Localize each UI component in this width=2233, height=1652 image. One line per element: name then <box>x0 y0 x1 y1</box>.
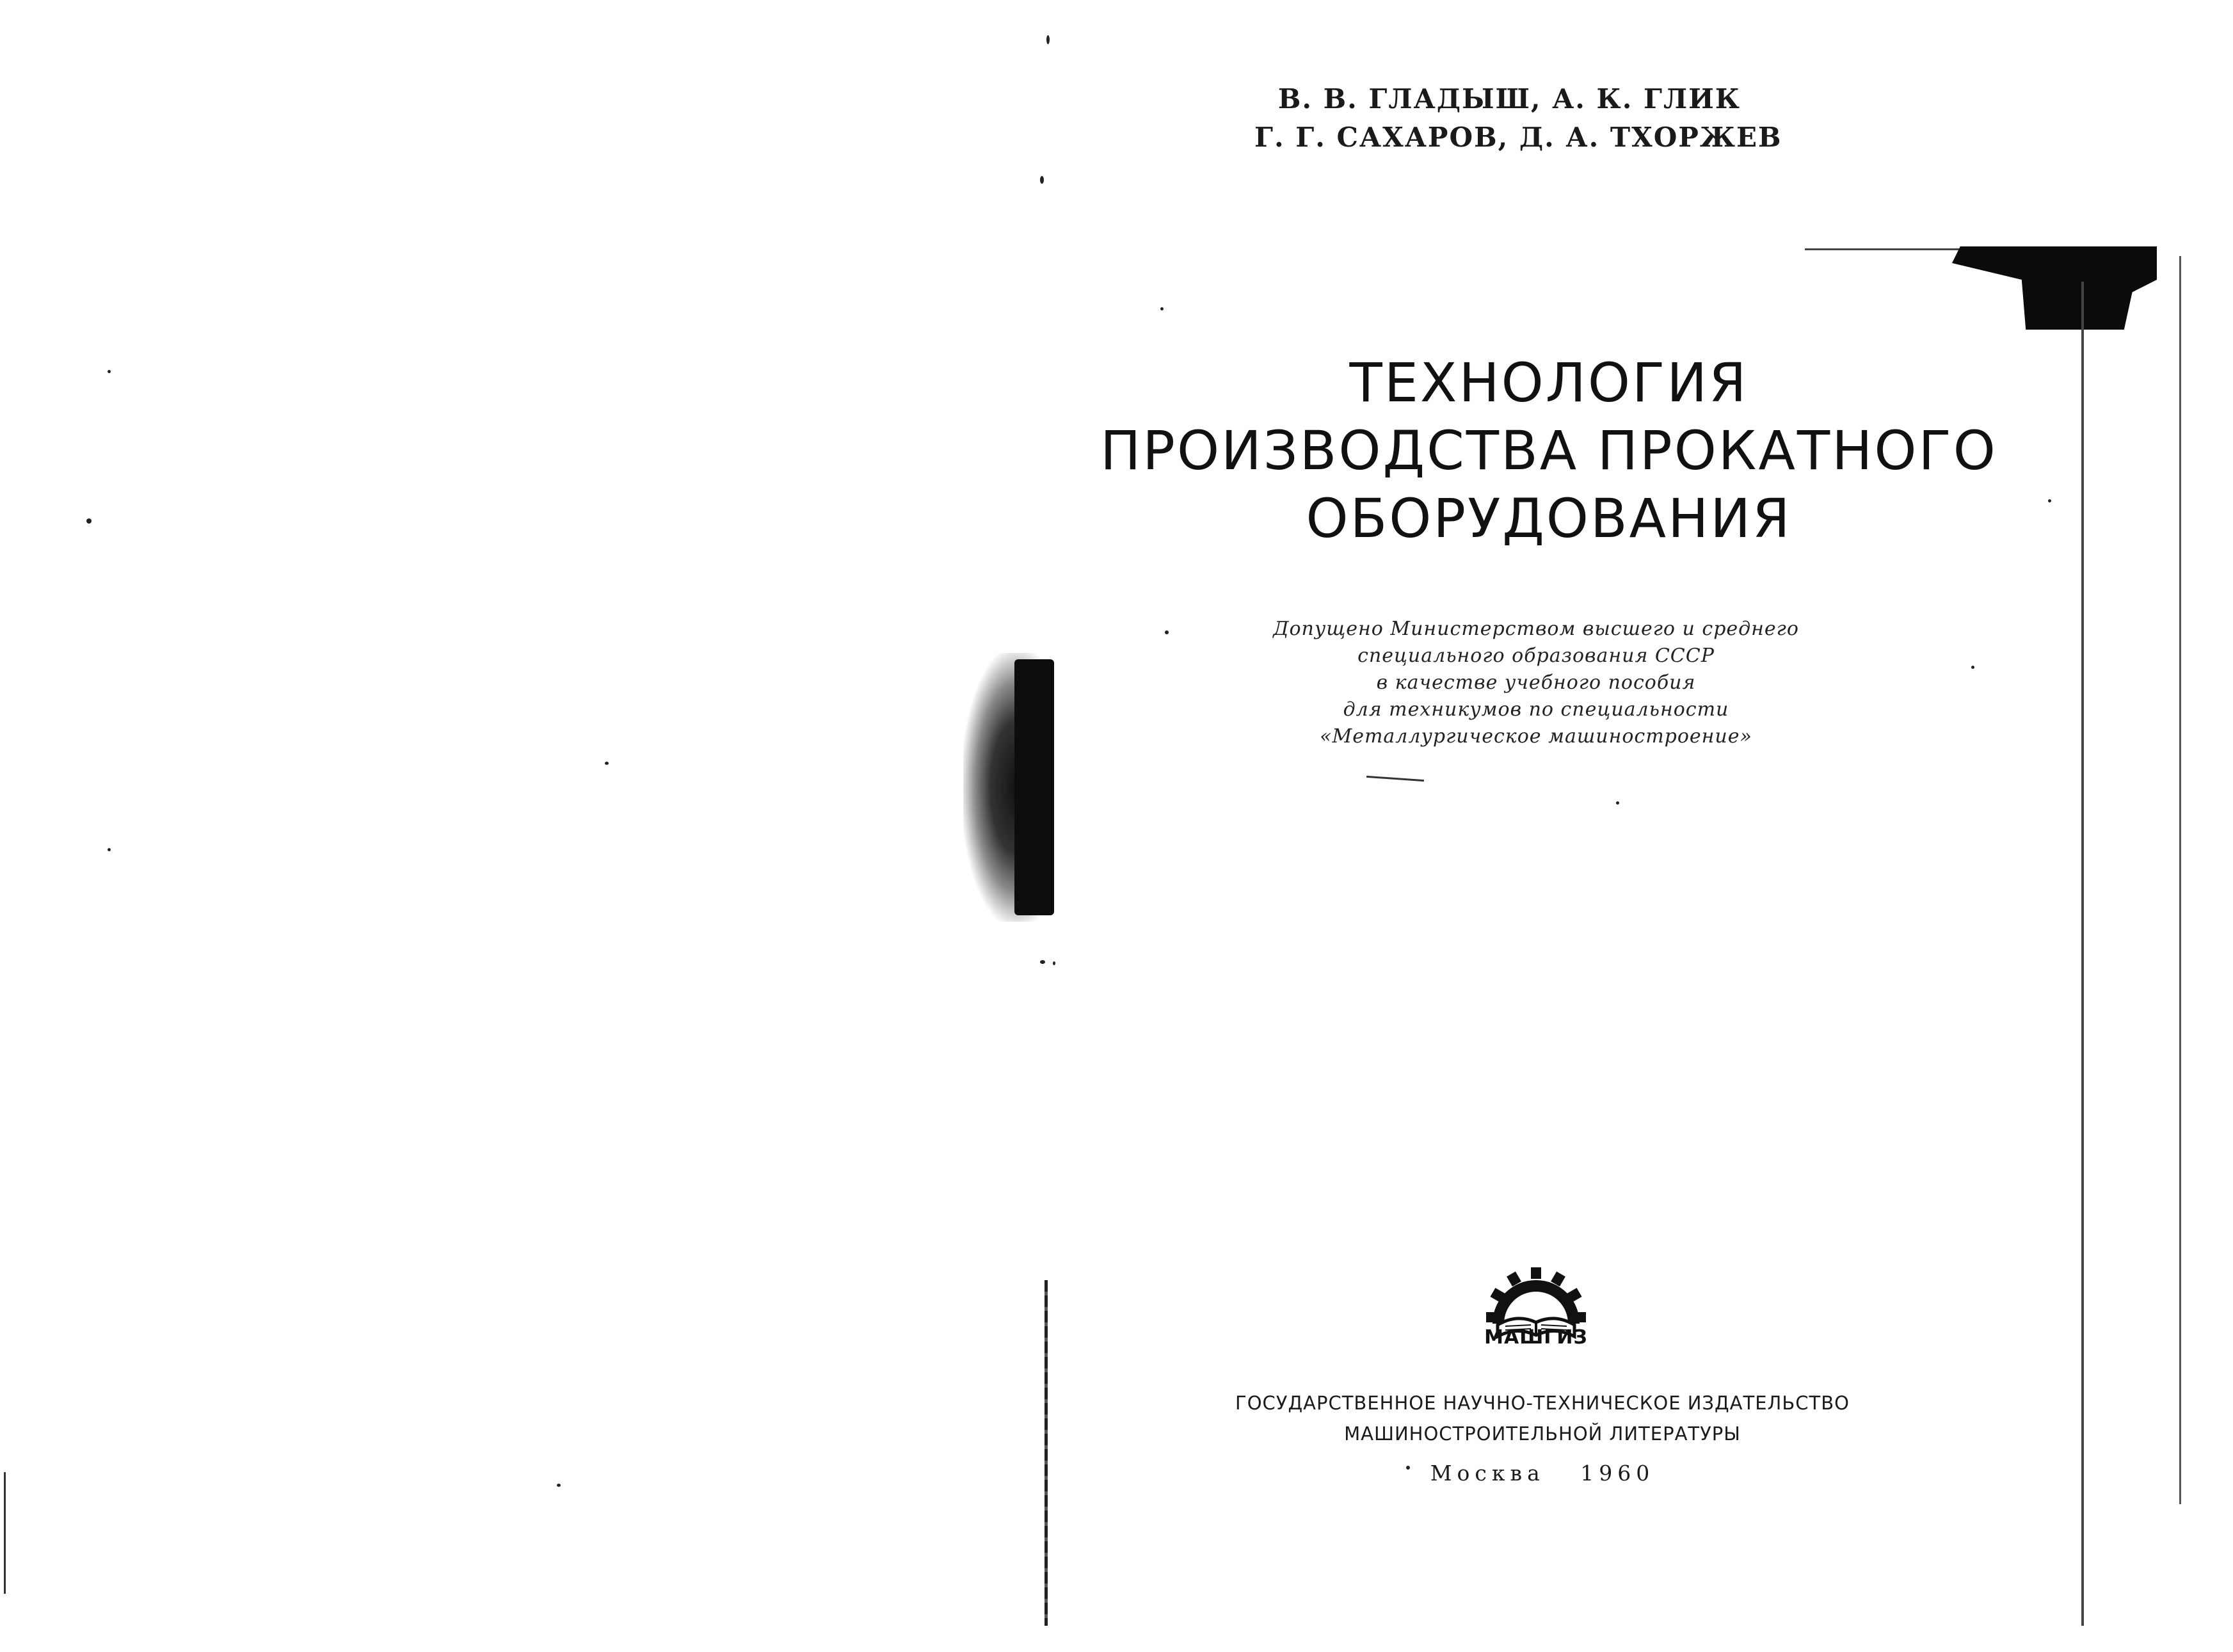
gutter-bar <box>1014 659 1054 915</box>
speck <box>557 1484 561 1487</box>
approval-note <box>1254 616 1818 750</box>
approval-line-3: в качестве учебного пособия <box>1376 671 1696 694</box>
scan-corner-blot <box>1952 246 2157 330</box>
speck <box>86 518 92 524</box>
imprint-city: Москва <box>1430 1461 1545 1486</box>
page-edge-line <box>4 1472 6 1594</box>
speck <box>605 762 609 765</box>
publisher-logo-text: МАШГИЗ <box>1484 1326 1588 1349</box>
blank-left-page <box>0 0 1050 1652</box>
speck <box>1165 630 1169 634</box>
authors-line-1: В. В. ГЛАДЫШ, А. К. ГЛИК <box>1277 83 1741 115</box>
decorative-underline <box>1366 776 1424 782</box>
authors-line-2: Г. Г. САХАРОВ, Д. А. ТХОРЖЕВ <box>1254 122 1782 153</box>
publisher-line-2: МАШИНОСТРОИТЕЛЬНОЙ ЛИТЕРАТУРЫ <box>1344 1423 1741 1445</box>
approval-line-2: специального образования СССР <box>1357 645 1715 667</box>
imprint-year: 1960 <box>1580 1461 1655 1486</box>
approval-line-4: для техникумов по специальности <box>1343 698 1729 721</box>
speck <box>1046 35 1050 44</box>
approval-line-1: Допущено Министерством высшего и среднего <box>1273 618 1799 640</box>
page-edge-line <box>2081 282 2084 1626</box>
title-line-1: ТЕХНОЛОГИЯ <box>1349 351 1749 414</box>
speck <box>2048 499 2051 502</box>
speck <box>108 848 111 851</box>
speck <box>1971 666 1974 669</box>
speck <box>1616 801 1619 805</box>
title-line-2: ПРОИЗВОДСТВА ПРОКАТНОГО <box>1100 419 1997 482</box>
speck <box>1040 960 1045 964</box>
publisher-name <box>1203 1388 1882 1449</box>
gutter-line <box>1044 1280 1048 1626</box>
approval-line-5: «Металлургическое машиностроение» <box>1320 725 1752 748</box>
imprint-city-year <box>1382 1461 1702 1486</box>
speck <box>1040 176 1044 184</box>
publisher-line-1: ГОСУДАРСТВЕННОЕ НАУЧНО-ТЕХНИЧЕСКОЕ ИЗДАТЕЛЬСТВО <box>1235 1392 1850 1414</box>
page-edge-line <box>2179 256 2181 1504</box>
book-title <box>1062 349 2035 552</box>
speck <box>1053 961 1055 965</box>
speck <box>108 370 111 373</box>
title-line-3: ОБОРУДОВАНИЯ <box>1306 487 1792 550</box>
speck <box>1160 307 1164 310</box>
authors-block <box>1254 80 1782 157</box>
